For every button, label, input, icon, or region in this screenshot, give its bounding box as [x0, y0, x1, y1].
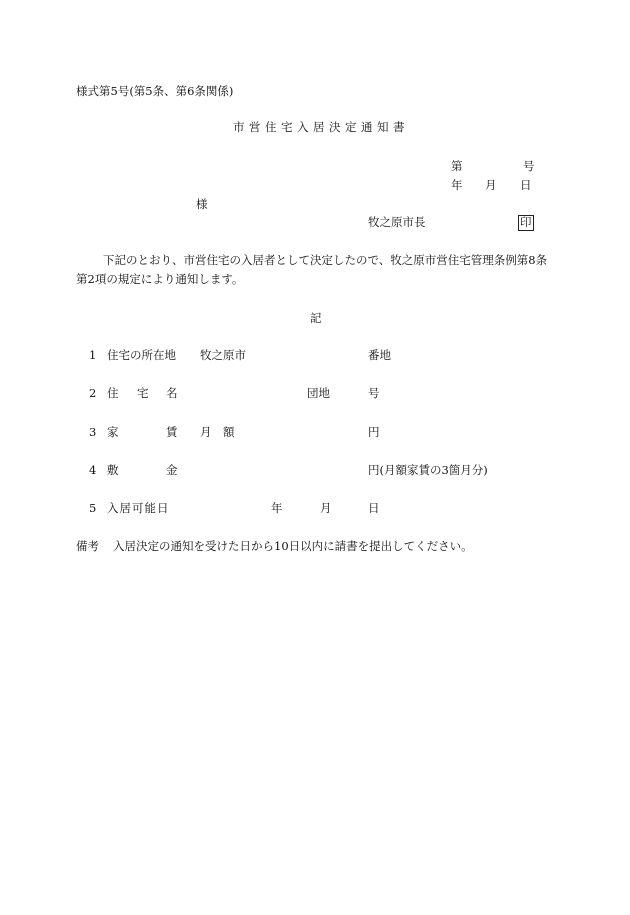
- seal-mark: [518, 215, 534, 231]
- seal-icon: 印: [520, 215, 532, 229]
- item-5-year: 年: [271, 501, 283, 515]
- item-2-label-char-3: 名: [166, 386, 178, 400]
- item-5-label: 入居可能日: [107, 501, 170, 515]
- item-2-go: 号: [368, 386, 380, 400]
- item-3-monthly: 月 額: [200, 425, 235, 439]
- remarks-text: 入居決定の通知を受けた日から10日以内に請書を提出してください。: [113, 539, 473, 553]
- date-year: 年: [451, 178, 463, 192]
- item-4-label-char-1: 敷: [107, 463, 119, 477]
- remarks-label: 備考: [76, 539, 99, 553]
- item-1-banchi: 番地: [368, 348, 391, 362]
- date-month: 月: [485, 178, 497, 192]
- issuer-name: 牧之原市長: [368, 215, 426, 229]
- body-line-1: 下記のとおり、市営住宅の入居者として決定したので、牧之原市営住宅管理条例第8条: [103, 253, 548, 267]
- item-3-number: 3: [89, 425, 97, 439]
- item-2-label-char-1: 住: [107, 386, 119, 400]
- item-2-label-char-2: 宅: [137, 386, 149, 400]
- item-2-number: 2: [89, 386, 97, 400]
- item-3-label-char-1: 家: [107, 425, 119, 439]
- item-5-month: 月: [320, 501, 332, 515]
- item-2-danchi: 団地: [307, 386, 330, 400]
- addressee-suffix: 様: [196, 197, 208, 211]
- item-3-label-char-2: 賃: [166, 425, 178, 439]
- item-1-number: 1: [89, 348, 97, 362]
- document-title: 市営住宅入居決定通知書: [233, 120, 409, 134]
- date-day: 日: [520, 178, 532, 192]
- doc-number-suffix: 号: [523, 159, 535, 173]
- item-4-number: 4: [89, 463, 97, 477]
- form-number: 様式第5号(第5条、第6条関係): [76, 84, 234, 98]
- item-5-number: 5: [89, 501, 97, 515]
- ki-heading: 記: [310, 311, 322, 325]
- body-line-2: 第2項の規定により通知します。: [76, 272, 244, 286]
- item-1-label: 住宅の所在地: [107, 348, 176, 362]
- item-5-day: 日: [368, 501, 380, 515]
- item-4-label-char-2: 金: [166, 463, 178, 477]
- item-3-yen: 円: [368, 425, 380, 439]
- doc-number-prefix: 第: [451, 159, 463, 173]
- item-4-deposit-note: 円(月額家賃の3箇月分): [368, 463, 488, 477]
- item-1-city: 牧之原市: [200, 348, 246, 362]
